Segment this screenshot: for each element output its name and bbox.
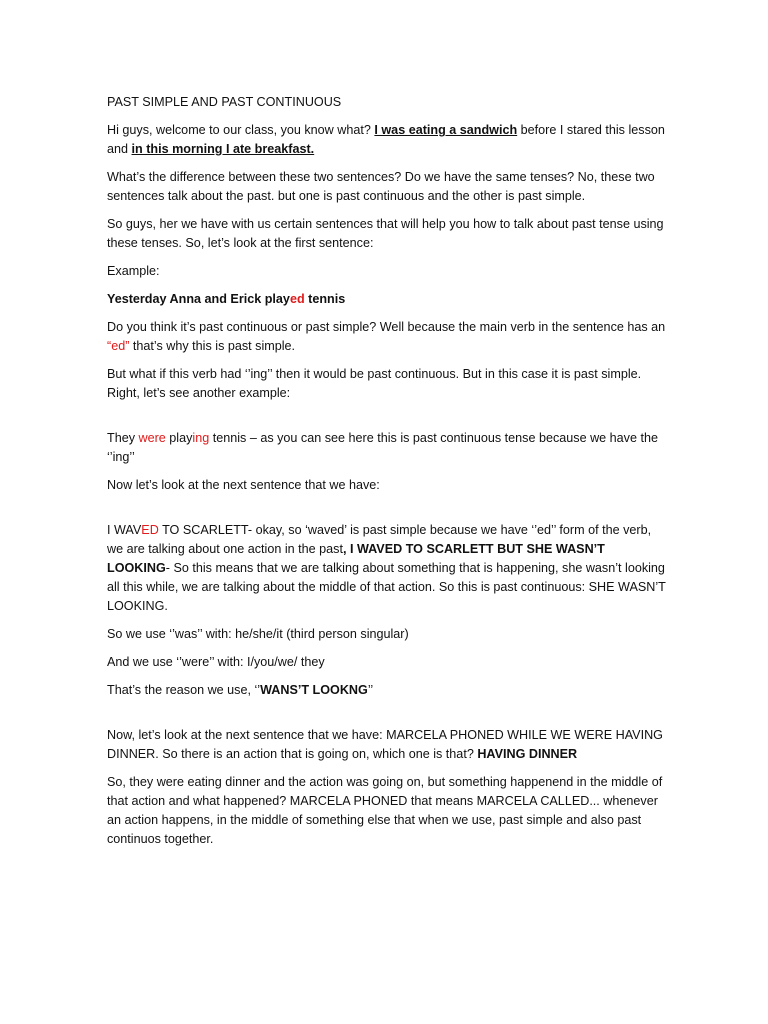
example-played: Yesterday Anna and Erick played tennis <box>107 292 346 306</box>
paragraph-was: So we use ‘’was’’ with: he/she/it (third person singular) <box>107 627 409 641</box>
example-breakfast: in this morning I ate breakfast. <box>131 142 315 156</box>
example-waved: I WAVED TO SCARLETT- okay, so ‘waved’ is past simple because we have ‘’ed’’ form of the verb, we are talking about one action in the past, I WAVED TO SCARLETT BUT SHE WASN’T LOOKING- So this means that we are talking about something that is happening, she wasn’t looking all this while, we are talking about the middle of that action. So this is past continuous: SHE WASN’T LOOKING. <box>107 523 666 613</box>
highlight-were: were <box>138 431 166 445</box>
highlight-ing: ing <box>192 431 210 445</box>
paragraph-intro: Hi guys, welcome to our class, you know what? I was eating a sandwich before I stared this lesson and in this morning I ate breakfast. <box>107 123 665 156</box>
paragraph-conclusion: So, they were eating dinner and the action was going on, but something happenend in the middle of that action and what happened? MARCELA PHONED that means MARCELA CALLED... whenever an action happens, in the middle of something else that when we use, past simple and also past continuos together. <box>107 775 663 846</box>
document-title: PAST SIMPLE AND PAST CONTINUOUS <box>107 95 342 109</box>
example-label: Example: <box>107 264 160 278</box>
paragraph-difference: What’s the difference between these two sentences? Do we have the same tenses? No, these two sentences talk about the past. but one is past continuous and the other is past simple. <box>107 170 655 203</box>
spacer <box>107 709 667 726</box>
paragraph-ing: But what if this verb had ‘’ing’’ then it would be past continuous. But in this case it is past simple. Right, let’s see another example: <box>107 367 642 400</box>
spacer <box>107 412 667 429</box>
document-page <box>107 93 667 858</box>
paragraph-reason: That’s the reason we use, ‘’WANS’T LOOKNG’’ <box>107 683 374 697</box>
highlight-ed-quote: “ed” <box>107 339 130 353</box>
paragraph-were: And we use ‘’were’’ with: I/you/we/ they <box>107 655 325 669</box>
paragraph-next: Now let’s look at the next sentence that we have: <box>107 478 380 492</box>
example-playing: They were playing tennis – as you can see here this is past continuous tense because we have the ‘’ing’’ <box>107 431 658 464</box>
highlight-waved-ed: ED <box>141 523 159 537</box>
spacer <box>107 504 667 521</box>
highlight-ed: ed <box>289 292 305 306</box>
example-wasnt-looking: , I WAVED TO SCARLETT BUT SHE WASN’T LOOKING <box>107 542 605 575</box>
highlight-wanst-lookng: WANS’T LOOKNG <box>260 683 368 697</box>
example-sandwich: I was eating a sandwich <box>374 123 518 137</box>
example-marcela: Now, let’s look at the next sentence that we have: MARCELA PHONED WHILE WE WERE HAVING DINNER. So there is an action that is going on, which one is that? HAVING DINNER <box>107 728 663 761</box>
paragraph-question: Do you think it’s past continuous or past simple? Well because the main verb in the sentence has an “ed” that’s why this is past simple. <box>107 320 666 353</box>
highlight-having-dinner: HAVING DINNER <box>477 747 578 761</box>
paragraph-sentences: So guys, her we have with us certain sentences that will help you how to talk about past tense using these tenses. So, let’s look at the first sentence: <box>107 217 664 250</box>
